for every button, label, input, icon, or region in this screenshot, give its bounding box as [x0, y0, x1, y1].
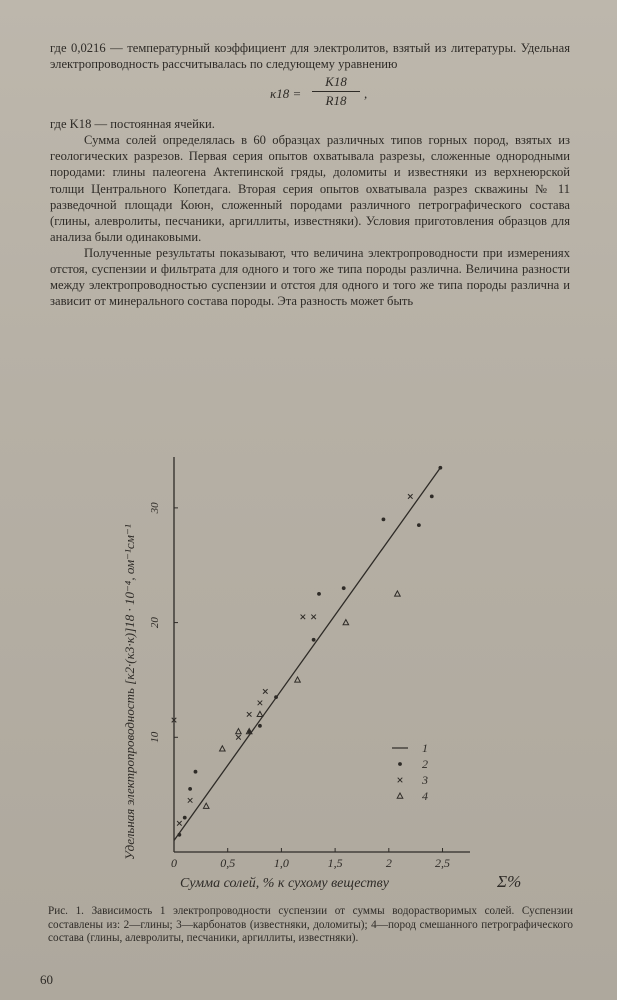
- x-tick-label: 0: [171, 856, 177, 870]
- chart-ticks: [149, 502, 450, 870]
- data-point-triangle: [236, 729, 242, 734]
- formula-lhs: κ18 =: [270, 86, 302, 102]
- x-axis-symbol: Σ%: [497, 872, 522, 891]
- data-point-cross: [263, 689, 268, 694]
- x-tick-label: 1,0: [273, 856, 289, 870]
- data-point-dot: [258, 724, 262, 728]
- data-point-triangle: [203, 803, 209, 808]
- chart-marks: [172, 466, 443, 841]
- data-point-cross: [177, 821, 182, 826]
- data-point-triangle: [343, 620, 349, 625]
- data-point-dot: [438, 466, 442, 470]
- formula-fraction: [312, 74, 360, 109]
- data-point-dot: [183, 816, 187, 820]
- x-axis-label: Сумма солей, % к сухому веществу: [180, 876, 389, 891]
- paragraph-1: где 0,0216 — температурный коэффициент для электролитов, взятый из литературы. Удельная электропроводность рассчитывалась по следующему уравнению: [50, 41, 570, 72]
- data-point-cross: [301, 615, 306, 620]
- data-point-triangle: [295, 677, 301, 682]
- legend-label: 4: [422, 789, 428, 803]
- x-tick-label: 2: [385, 856, 392, 870]
- data-point-dot: [430, 495, 434, 499]
- data-point-cross: [258, 701, 263, 706]
- data-point-dot: [177, 833, 181, 837]
- regression-line-series-1: [174, 468, 440, 841]
- body-text: [50, 40, 570, 309]
- conductivity-chart: [110, 440, 530, 900]
- conductivity-formula: [50, 74, 570, 114]
- figure-1: [110, 440, 530, 900]
- data-point-cross: [408, 494, 413, 499]
- data-point-dot: [417, 523, 421, 527]
- data-point-cross: [311, 615, 316, 620]
- legend-label: 1: [422, 741, 428, 755]
- paragraph-4: Полученные результаты показывают, что величина электропроводности при измерениях отстоя, суспензии и фильтрата для одного и того же типа породы различна. Величина разности между электропроводностью суспензии и отстоя для одного и того же типа породы различна и зависит от минерального состава породы. Эта разность может быть: [50, 245, 570, 309]
- data-point-triangle: [220, 746, 226, 751]
- formula-denominator: R18: [325, 93, 347, 109]
- y-axis-label: Удельная электропроводность [κ2·(κ3·κ)]18 · 10⁻⁴, ом⁻¹см⁻¹: [122, 524, 137, 860]
- paragraph-3: Сумма солей определялась в 60 образцах различных типов горных пород, взятых из геологических разрезов. Первая серия опытов охватывала разрезы, сложенные однородными породами: глины палеогена Актепинской гряды, доломиты и известняки из верхнеюрской толщи Центрального Копетдага. Вторая серия опытов охватывала разрез скважины № 11 разведочной площади Коюн, сложенный породами различного петрографического состава (глины, алевролиты, песчаники, аргиллиты, известняки). Условия приготовления образцов для анализа были одинаковыми.: [50, 133, 570, 244]
- data-point-cross: [398, 778, 403, 783]
- data-point-cross: [236, 735, 241, 740]
- data-point-triangle: [395, 591, 401, 596]
- legend-label: 3: [422, 773, 428, 787]
- data-point-dot: [312, 638, 316, 642]
- legend-label: 2: [422, 757, 428, 771]
- figure-caption: Рис. 1. Зависимость 1 электропроводности суспензии от суммы водорастворимых солей. Суспензии составлены из: 2—глины; 3—карбонатов (известняки, доломиты); 4—пород смешанного петрографического состава (глины, алевролиты, песчаники, аргиллиты, известняки).: [48, 905, 573, 945]
- y-tick-label: 20: [149, 617, 161, 629]
- x-tick-label: 0,5: [220, 856, 236, 870]
- data-point-cross: [247, 712, 252, 717]
- formula-numerator: K18: [312, 74, 360, 92]
- chart-legend: [392, 741, 428, 803]
- data-point-triangle: [257, 711, 263, 716]
- data-point-cross: [188, 798, 193, 803]
- paragraph-2: где K18 — постоянная ячейки.: [50, 117, 215, 132]
- data-point-dot: [382, 517, 386, 521]
- x-tick-label: 2,5: [435, 856, 451, 870]
- page-number: 60: [40, 972, 53, 987]
- data-point-dot: [342, 586, 346, 590]
- formula-tail: ,: [364, 86, 368, 102]
- data-point-triangle: [397, 793, 403, 798]
- x-tick-label: 1,5: [327, 856, 343, 870]
- data-point-dot: [194, 770, 198, 774]
- data-point-dot: [188, 787, 192, 791]
- data-point-dot: [274, 695, 278, 699]
- data-point-dot: [317, 592, 321, 596]
- data-point-dot: [398, 762, 402, 766]
- y-tick-label: 30: [149, 502, 161, 514]
- y-tick-label: 10: [149, 731, 161, 743]
